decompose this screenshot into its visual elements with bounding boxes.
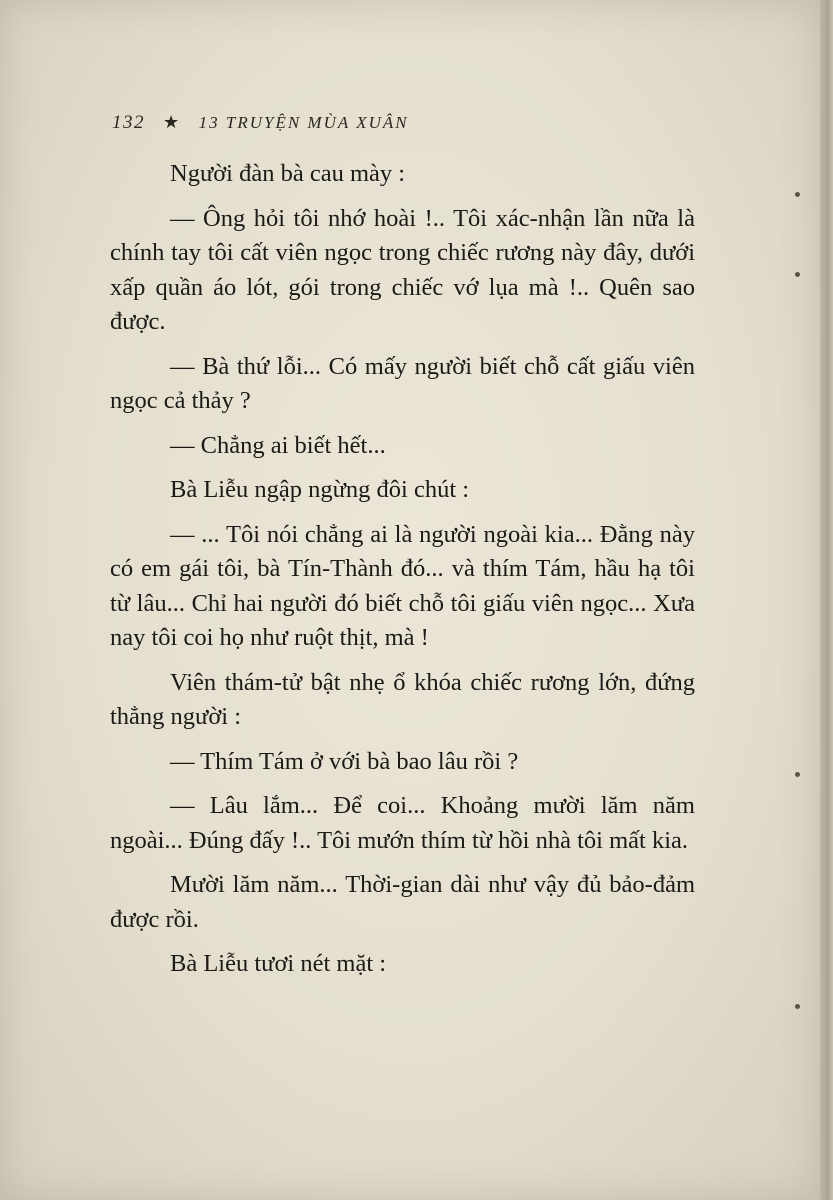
body-text — [110, 157, 695, 992]
book-title: 13 TRUYỆN MÙA XUÂN — [198, 113, 409, 132]
paragraph: Bà Liễu tươi nét mặt : — [170, 950, 387, 977]
paragraph: Mười lăm năm... Thời-gian dài như vậy đủ bảo-đảm được rồi. — [110, 871, 695, 933]
binding-hole — [795, 772, 800, 777]
paragraph: — ... Tôi nói chẳng ai là người ngoài kia... Đằng này có em gái tôi, bà Tín-Thành đó... và thím Tám, hầu hạ tôi từ lâu... Chỉ hai người đó biết chỗ tôi giấu viên ngọc... Xưa nay tôi coi họ như ruột thịt, mà ! — [110, 520, 695, 651]
paragraph: — Lâu lắm... Để coi... Khoảng mười lăm năm ngoài... Đúng đấy !.. Tôi mướn thím từ hồi nhà tôi mất kia. — [110, 792, 695, 854]
paragraph: — Thím Tám ở với bà bao lâu rồi ? — [170, 747, 519, 775]
binding-hole — [795, 192, 800, 197]
binding-hole — [795, 272, 800, 277]
running-head — [112, 112, 409, 134]
paragraph: Viên thám-tử bật nhẹ ổ khóa chiếc rương lớn, đứng thẳng người : — [110, 668, 695, 730]
star-ornament: ★ — [163, 112, 181, 132]
paragraph: Bà Liễu ngập ngừng đôi chút : — [170, 476, 470, 503]
paragraph: — Chẳng ai biết hết... — [170, 431, 386, 459]
paragraph: — Bà thứ lỗi... Có mấy người biết chỗ cất giấu viên ngọc cả thảy ? — [110, 352, 695, 414]
binding-hole — [795, 1004, 800, 1009]
paragraph: Người đàn bà cau mày : — [170, 160, 406, 187]
paragraph: — Ông hỏi tôi nhớ hoài !.. Tôi xác-nhận lần nữa là chính tay tôi cất viên ngọc trong chiếc rương này đây, dưới xấp quần áo lót, gói trong chiếc vớ lụa mà !.. Quên sao được. — [110, 204, 695, 335]
page-edge — [820, 0, 833, 1200]
page-number: 132 — [112, 112, 145, 133]
